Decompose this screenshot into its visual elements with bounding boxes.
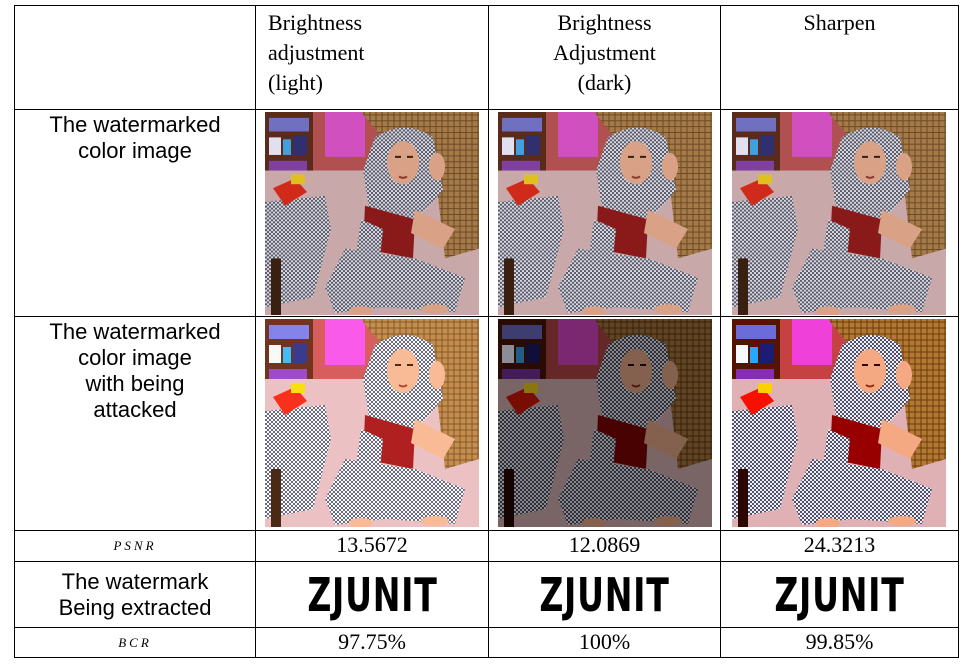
extracted-watermark: ZJUNIT	[774, 567, 905, 622]
row-label-line: Being extracted	[58, 594, 212, 620]
row-label-watermarked	[15, 110, 256, 317]
header-row	[15, 6, 959, 110]
bcr-value: 99.85%	[721, 628, 959, 658]
watermarked-photo-cell-dark	[489, 110, 721, 317]
seated-woman-photo-image	[265, 112, 479, 315]
column-header-line: Brightness	[557, 10, 652, 35]
seated-woman-photo-image	[498, 112, 712, 315]
attacked-photo-cell-sharpen	[721, 317, 959, 531]
column-header-line: Brightness	[268, 10, 363, 35]
column-header-line: (light)	[268, 70, 323, 95]
row-label-attacked	[15, 317, 256, 531]
column-header-line: Adjustment	[553, 40, 656, 65]
row-label-line: attacked	[93, 397, 177, 422]
psnr-label: PSNR	[15, 531, 256, 562]
attacked-photo-sharpen	[732, 319, 946, 527]
row-label-line: with being	[85, 371, 185, 396]
column-header-line: Sharpen	[803, 10, 876, 35]
watermarked-photo-cell-light	[256, 110, 489, 317]
column-header-brightness-dark	[489, 6, 721, 110]
seated-woman-photo-image	[265, 319, 479, 527]
seated-woman-photo-image	[498, 319, 712, 527]
bcr-value: 100%	[489, 628, 721, 658]
psnr-value: 12.0869	[489, 531, 721, 562]
seated-woman-photo-image	[732, 112, 946, 315]
row-label-extracted	[15, 562, 256, 628]
attacked-photo-cell-light	[256, 317, 489, 531]
attacked-photo-cell-dark	[489, 317, 721, 531]
row-label-line: color image	[78, 345, 192, 370]
attacked-photo-light	[265, 319, 479, 527]
bcr-value: 97.75%	[256, 628, 489, 658]
row-label-line: color image	[78, 138, 192, 163]
extracted-watermark-cell	[256, 562, 489, 628]
extracted-watermark: ZJUNIT	[306, 567, 438, 622]
column-header-line: (dark)	[577, 70, 632, 95]
watermarked-photo	[265, 112, 479, 315]
bcr-label: BCR	[15, 628, 256, 658]
row-label-line: The watermark	[61, 568, 209, 594]
column-header-sharpen	[721, 6, 959, 110]
watermarked-photo	[498, 112, 712, 315]
extracted-watermark-cell	[489, 562, 721, 628]
psnr-value: 13.5672	[256, 531, 489, 562]
watermarked-photo-cell-sharpen	[721, 110, 959, 317]
row-label-line: The watermarked	[49, 319, 221, 344]
extracted-watermark-cell	[721, 562, 959, 628]
attacked-image-row	[15, 317, 959, 531]
psnr-row	[15, 531, 959, 562]
bcr-row	[15, 628, 959, 658]
watermarked-photo	[732, 112, 946, 315]
seated-woman-photo-image	[732, 319, 946, 527]
column-header-line: adjustment	[268, 40, 365, 65]
results-table	[14, 5, 959, 658]
extracted-watermark-row	[15, 562, 959, 628]
extracted-watermark: ZJUNIT	[539, 567, 670, 622]
watermarked-image-row	[15, 110, 959, 317]
row-label-line: The watermarked	[49, 112, 221, 137]
corner-cell	[15, 6, 256, 110]
attacked-photo-dark	[498, 319, 712, 527]
column-header-brightness-light	[256, 6, 489, 110]
psnr-value: 24.3213	[721, 531, 959, 562]
